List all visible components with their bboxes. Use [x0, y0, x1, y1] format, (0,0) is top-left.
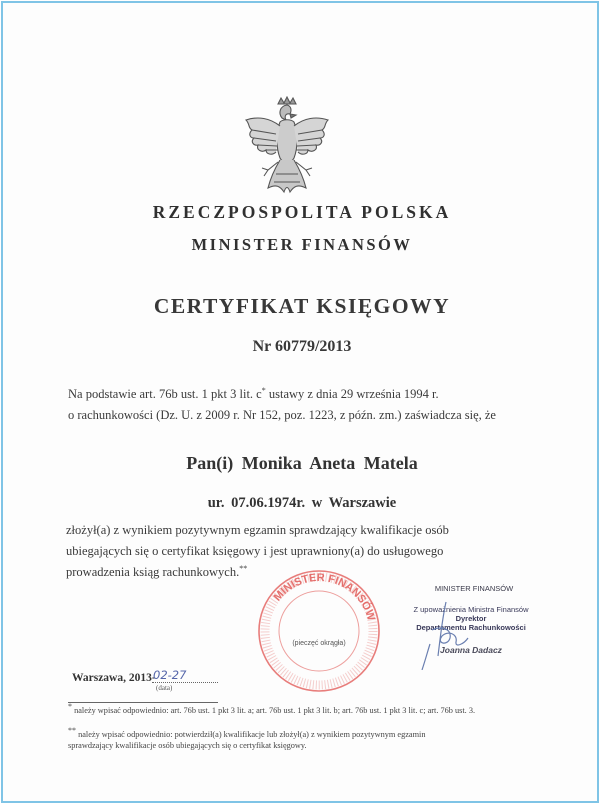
exam-line-2: ubiegających się o certyfikat księgowy i jest uprawniony(a) do usługowego	[66, 544, 444, 558]
legal-basis-text-a: Na podstawie art. 76b ust. 1 pkt 3 lit. c* ustawy z dnia 29 września 1994 r.	[68, 385, 439, 401]
issue-date-handwritten: 02-27	[153, 668, 187, 682]
footnote-rule	[68, 702, 218, 703]
stamp-center-text: (pieczęć okrągła)	[292, 640, 346, 647]
signatory-role: Dyrektor	[455, 614, 487, 623]
footnote-2-line-1: ** należy wpisać odpowiednio: potwierdził(a) kwalifikacje lub złożył(a) z wynikiem pozytywnym egzamin	[68, 726, 426, 739]
polish-eagle-emblem	[240, 96, 334, 202]
footnote-2	[68, 726, 538, 751]
date-label: (data)	[156, 684, 173, 692]
handwritten-signature	[412, 600, 482, 670]
stamp-ring-text: MINISTER FINANSÓW	[271, 571, 377, 623]
legal-basis-paragraph	[68, 384, 542, 426]
footnote-2-line-2: sprawdzający kwalifikacje osób ubiegających się o certyfikat księgowy.	[68, 740, 307, 750]
legal-basis-line-1	[68, 384, 542, 405]
footnote-1: * należy wpisać odpowiednio: art. 76b ust. 1 pkt 3 lit. a; art. 76b ust. 1 pkt 3 lit. b; art. 76b ust. 1 pkt 3 lit. c; art. 76b ust. 3.	[68, 702, 476, 715]
signatory-department: Departamentu Rachunkowości	[416, 623, 526, 632]
date-underline	[152, 682, 218, 683]
exam-line-1: złożył(a) z wynikiem pozytywnym egzamin sprawdzający kwalifikacje osób	[66, 523, 449, 537]
official-round-stamp	[256, 568, 382, 694]
country-name: RZECZPOSPOLITA POLSKA	[152, 202, 452, 222]
signatory-name: Joanna Dadacz	[440, 645, 502, 655]
certificate-number: Nr 60779/2013	[252, 338, 352, 355]
footnote-marker: *	[68, 702, 72, 712]
ministry-name: MINISTER FINANSÓW	[191, 235, 413, 254]
issue-place: Warszawa, 2013-	[72, 672, 156, 684]
holder-name: Pan(i) Monika Aneta Matela	[186, 453, 418, 473]
footnote-marker: **	[239, 563, 248, 573]
certificate-title: CERTYFIKAT KSIĘGOWY	[153, 294, 451, 318]
signatory-authorization: Z upoważnienia Ministra Finansów	[413, 605, 529, 614]
holder-birth: ur. 07.06.1974r. w Warszawie	[207, 495, 397, 511]
legal-basis-line-2: o rachunkowości (Dz. U. z 2009 r. Nr 152, poz. 1223, z późn. zm.) zaświadcza się, że	[68, 408, 496, 422]
exam-line-3: prowadzenia ksiąg rachunkowych.**	[66, 563, 248, 579]
signatory-minister: MINISTER FINANSÓW	[434, 584, 514, 593]
footnote-marker: *	[261, 385, 266, 395]
footnote-marker: **	[68, 726, 76, 736]
